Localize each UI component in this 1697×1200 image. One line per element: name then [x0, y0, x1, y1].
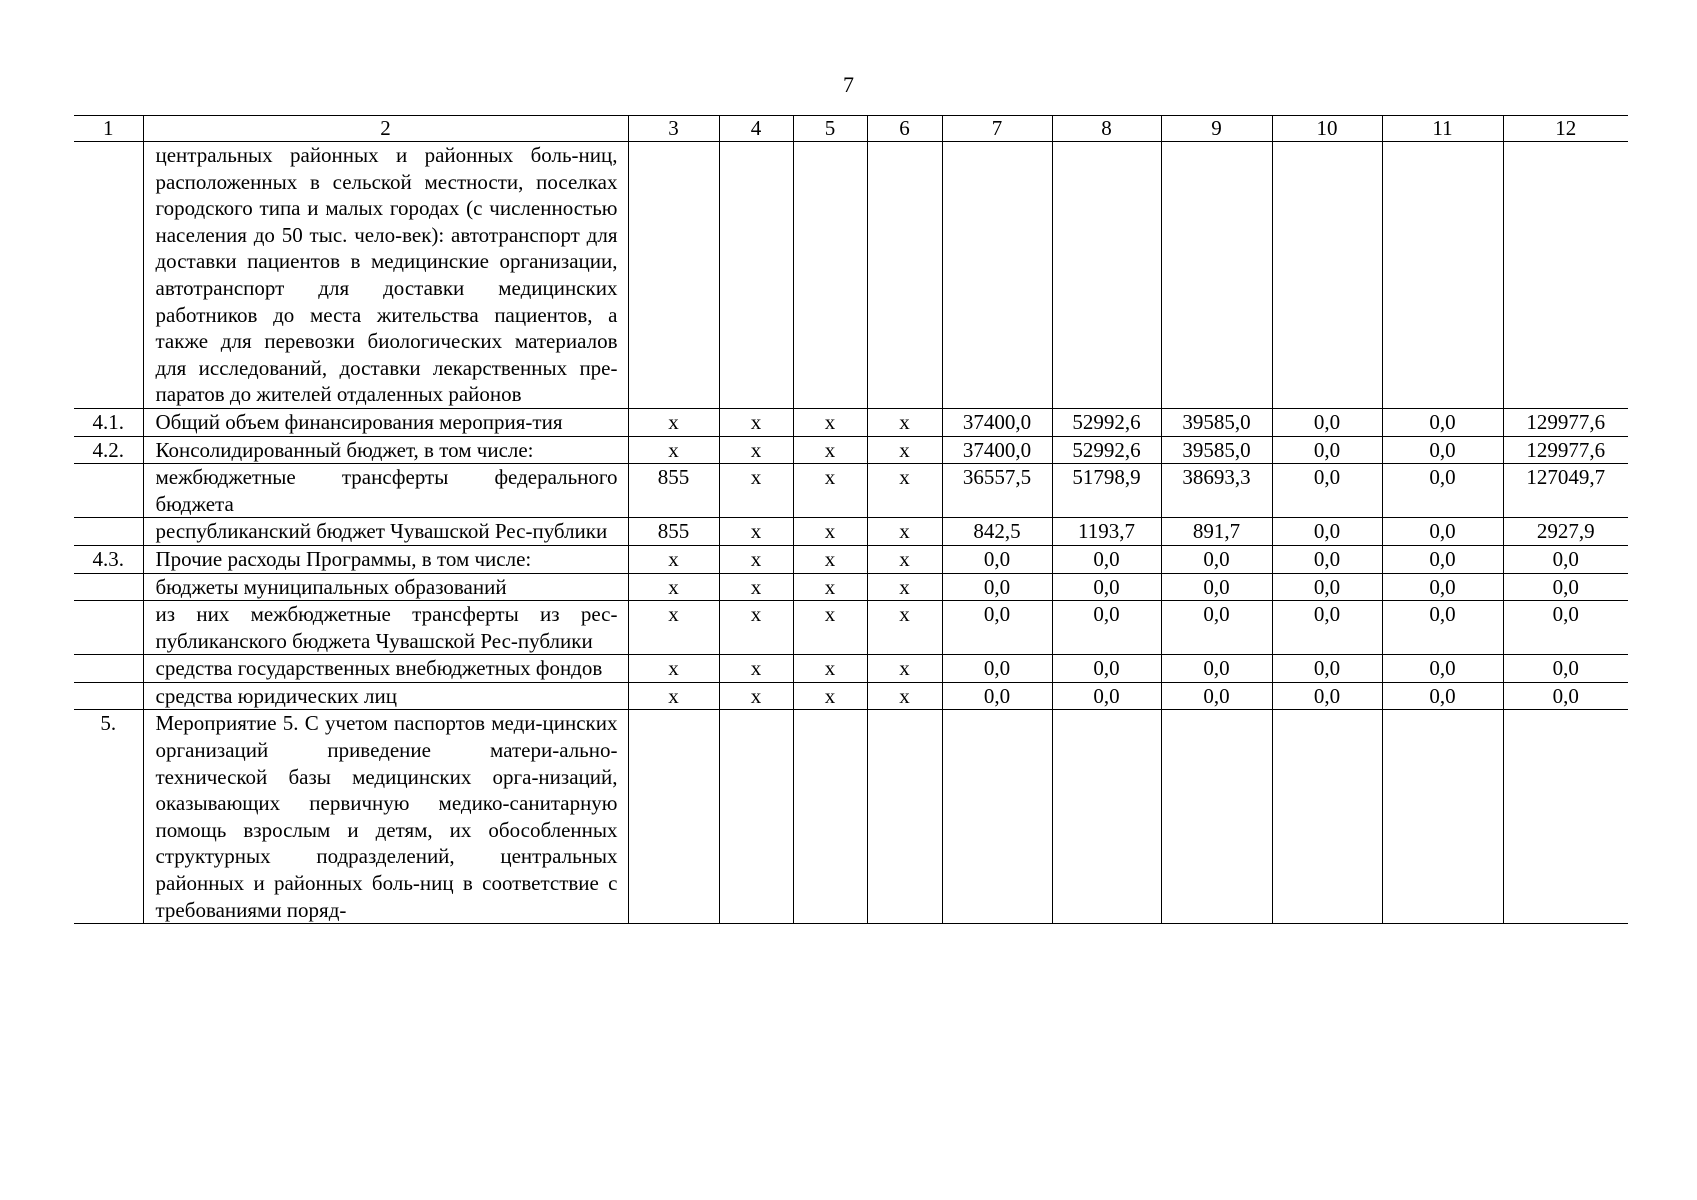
header-cell: 12 [1503, 116, 1628, 142]
header-cell: 5 [793, 116, 867, 142]
value-cell [1382, 710, 1503, 924]
table-row [74, 436, 1628, 464]
value-cell: 0,0 [1161, 655, 1272, 683]
value-cell: 37400,0 [942, 436, 1052, 464]
description-cell: Мероприятие 5. С учетом паспортов меди-цинских организаций приведение матери-ально-технической базы медицинских орга-низаций, оказывающих первичную медико-санитарную помощь взрослым и детям, их обособленных структурных подразделений, центральных районных и районных боль-ниц в соответствие с требованиями поряд- [143, 710, 628, 924]
value-cell: 0,0 [1161, 601, 1272, 655]
value-cell: х [719, 573, 793, 601]
header-row [74, 116, 1628, 142]
value-cell: 0,0 [1503, 573, 1628, 601]
value-cell: 0,0 [1161, 682, 1272, 710]
value-cell [793, 710, 867, 924]
value-cell: х [867, 573, 942, 601]
value-cell: 0,0 [1382, 601, 1503, 655]
value-cell: 0,0 [1272, 601, 1382, 655]
description-cell: средства государственных внебюджетных фондов [143, 655, 628, 683]
value-cell: х [628, 655, 719, 683]
value-cell: х [793, 545, 867, 573]
value-cell: 0,0 [1052, 682, 1161, 710]
value-cell: 0,0 [1052, 545, 1161, 573]
table-row [74, 710, 1628, 924]
value-cell: х [867, 601, 942, 655]
value-cell: 0,0 [1272, 408, 1382, 436]
table-row [74, 142, 1628, 409]
table-row [74, 518, 1628, 546]
value-cell [1161, 142, 1272, 409]
value-cell: х [867, 655, 942, 683]
value-cell: 855 [628, 518, 719, 546]
value-cell: 0,0 [1272, 682, 1382, 710]
value-cell: х [793, 682, 867, 710]
row-number-cell [74, 573, 143, 601]
header-cell: 2 [143, 116, 628, 142]
value-cell: 0,0 [942, 573, 1052, 601]
value-cell: 1193,7 [1052, 518, 1161, 546]
table-row [74, 545, 1628, 573]
header-cell: 6 [867, 116, 942, 142]
value-cell: х [719, 545, 793, 573]
value-cell [1161, 710, 1272, 924]
value-cell: 0,0 [1382, 518, 1503, 546]
value-cell: 37400,0 [942, 408, 1052, 436]
row-number-cell [74, 655, 143, 683]
value-cell: 0,0 [1272, 545, 1382, 573]
value-cell: х [867, 408, 942, 436]
value-cell: 0,0 [1382, 655, 1503, 683]
value-cell [867, 142, 942, 409]
value-cell: х [719, 464, 793, 518]
value-cell: х [867, 464, 942, 518]
value-cell: 2927,9 [1503, 518, 1628, 546]
header-cell: 8 [1052, 116, 1161, 142]
header-cell: 3 [628, 116, 719, 142]
value-cell [1272, 710, 1382, 924]
value-cell: 0,0 [1052, 573, 1161, 601]
value-cell: 0,0 [1503, 601, 1628, 655]
table-row [74, 573, 1628, 601]
value-cell: х [719, 601, 793, 655]
value-cell: 0,0 [1161, 545, 1272, 573]
value-cell: х [719, 655, 793, 683]
table-row [74, 655, 1628, 683]
value-cell: х [793, 408, 867, 436]
value-cell: х [719, 682, 793, 710]
value-cell [1272, 142, 1382, 409]
header-cell: 1 [74, 116, 143, 142]
value-cell: 891,7 [1161, 518, 1272, 546]
row-number-cell [74, 682, 143, 710]
value-cell: 39585,0 [1161, 408, 1272, 436]
header-cell: 10 [1272, 116, 1382, 142]
value-cell: х [867, 545, 942, 573]
value-cell: 0,0 [1503, 682, 1628, 710]
value-cell: 51798,9 [1052, 464, 1161, 518]
value-cell: 0,0 [942, 545, 1052, 573]
value-cell [719, 142, 793, 409]
value-cell: х [793, 601, 867, 655]
value-cell: 0,0 [1272, 436, 1382, 464]
header-cell: 7 [942, 116, 1052, 142]
value-cell [793, 142, 867, 409]
value-cell: 842,5 [942, 518, 1052, 546]
value-cell: х [628, 601, 719, 655]
header-cell: 4 [719, 116, 793, 142]
value-cell [1052, 710, 1161, 924]
description-cell: средства юридических лиц [143, 682, 628, 710]
value-cell: 0,0 [1382, 682, 1503, 710]
budget-table [74, 115, 1628, 924]
value-cell: 855 [628, 464, 719, 518]
value-cell: 129977,6 [1503, 436, 1628, 464]
value-cell: 0,0 [1272, 518, 1382, 546]
row-number-cell: 4.1. [74, 408, 143, 436]
value-cell [719, 710, 793, 924]
description-cell: республиканский бюджет Чувашской Рес-публики [143, 518, 628, 546]
value-cell: х [628, 682, 719, 710]
value-cell: 38693,3 [1161, 464, 1272, 518]
value-cell [1503, 710, 1628, 924]
row-number-cell: 4.2. [74, 436, 143, 464]
table-body [74, 116, 1628, 924]
value-cell: 0,0 [942, 682, 1052, 710]
header-cell: 11 [1382, 116, 1503, 142]
table-row [74, 601, 1628, 655]
value-cell [1382, 142, 1503, 409]
table-row [74, 682, 1628, 710]
value-cell: 52992,6 [1052, 436, 1161, 464]
value-cell [942, 710, 1052, 924]
value-cell: 39585,0 [1161, 436, 1272, 464]
page-number: 7 [843, 72, 854, 97]
description-cell: из них межбюджетные трансферты из рес-публиканского бюджета Чувашской Рес-публики [143, 601, 628, 655]
value-cell [942, 142, 1052, 409]
table-row [74, 464, 1628, 518]
value-cell: х [628, 408, 719, 436]
value-cell: х [867, 436, 942, 464]
value-cell: 0,0 [1382, 573, 1503, 601]
description-cell: Консолидированный бюджет, в том числе: [143, 436, 628, 464]
value-cell: 0,0 [942, 655, 1052, 683]
row-number-cell [74, 518, 143, 546]
value-cell: 0,0 [1272, 573, 1382, 601]
table-row [74, 408, 1628, 436]
value-cell: х [793, 436, 867, 464]
description-cell: межбюджетные трансферты федерального бюджета [143, 464, 628, 518]
value-cell: 127049,7 [1503, 464, 1628, 518]
value-cell: х [628, 573, 719, 601]
description-cell: центральных районных и районных боль-ниц, расположенных в сельской местности, поселках городского типа и малых городах (с численностью населения до 50 тыс. чело-век): автотранспорт для доставки пациентов в медицинские организации, автотранспорт для доставки медицинских работников до места жительства пациентов, а также для перевозки биологических материалов для исследований, доставки лекарственных пре-паратов до жителей отдаленных районов [143, 142, 628, 409]
value-cell: 0,0 [1161, 573, 1272, 601]
value-cell: 36557,5 [942, 464, 1052, 518]
value-cell: 129977,6 [1503, 408, 1628, 436]
value-cell: 0,0 [1272, 464, 1382, 518]
row-number-cell [74, 601, 143, 655]
value-cell: х [867, 682, 942, 710]
value-cell: 0,0 [1503, 545, 1628, 573]
value-cell: 0,0 [942, 601, 1052, 655]
value-cell [1503, 142, 1628, 409]
row-number-cell [74, 464, 143, 518]
description-cell: Прочие расходы Программы, в том числе: [143, 545, 628, 573]
value-cell [867, 710, 942, 924]
value-cell: х [628, 545, 719, 573]
value-cell [1052, 142, 1161, 409]
value-cell: 52992,6 [1052, 408, 1161, 436]
row-number-cell: 4.3. [74, 545, 143, 573]
header-cell: 9 [1161, 116, 1272, 142]
value-cell [628, 142, 719, 409]
value-cell: 0,0 [1052, 655, 1161, 683]
value-cell: х [793, 655, 867, 683]
value-cell: х [719, 436, 793, 464]
description-cell: Общий объем финансирования мероприя-тия [143, 408, 628, 436]
value-cell: х [719, 518, 793, 546]
value-cell: 0,0 [1382, 464, 1503, 518]
value-cell: 0,0 [1052, 601, 1161, 655]
value-cell: 0,0 [1272, 655, 1382, 683]
value-cell [628, 710, 719, 924]
value-cell: х [793, 518, 867, 546]
value-cell: х [793, 464, 867, 518]
description-cell: бюджеты муниципальных образований [143, 573, 628, 601]
value-cell: 0,0 [1382, 436, 1503, 464]
row-number-cell: 5. [74, 710, 143, 924]
value-cell: 0,0 [1382, 545, 1503, 573]
value-cell: 0,0 [1382, 408, 1503, 436]
value-cell: х [719, 408, 793, 436]
row-number-cell [74, 142, 143, 409]
value-cell: х [793, 573, 867, 601]
value-cell: 0,0 [1503, 655, 1628, 683]
value-cell: х [628, 436, 719, 464]
value-cell: х [867, 518, 942, 546]
